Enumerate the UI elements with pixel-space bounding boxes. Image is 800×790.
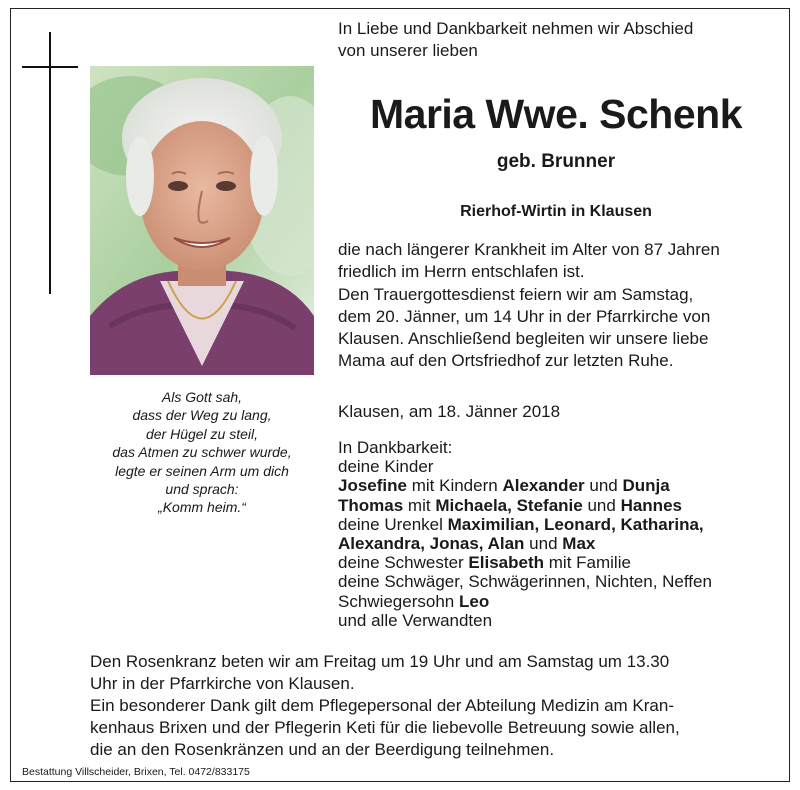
rosary-notice (90, 651, 774, 695)
family-line: In Dankbarkeit: (338, 438, 453, 457)
grandchild-name: Dunja (622, 476, 670, 496)
cross-icon-vertical (49, 32, 51, 294)
grandchild-name: Michaela, Stefanie (435, 495, 583, 515)
family-line (338, 496, 774, 515)
family-line (338, 553, 774, 572)
cross-icon-horizontal (22, 66, 78, 68)
poem-line: und sprach: (165, 481, 239, 498)
connector-text: mit (407, 495, 431, 515)
text-line: Mama auf den Ortsfriedhof zur letzten Ruhe. (338, 351, 674, 370)
text-line: dem 20. Jänner, um 14 Uhr in der Pfarrkirche von (338, 307, 711, 326)
death-notice (338, 239, 774, 283)
great-grandchildren-names: Maximilian, Leonard, Katharina, (447, 514, 704, 534)
text-line: Den Trauergottesdienst feiern wir am Samstag, (338, 285, 694, 304)
relation-label: deine Urenkel (338, 514, 443, 534)
text-line: Den Rosenkranz beten wir am Freitag um 19 Uhr und am Samstag um 13.30 (90, 652, 670, 671)
connector-text: mit Familie (548, 553, 631, 573)
family-line: deine Schwäger, Schwägerinnen, Nichten, Neffen (338, 572, 712, 592)
family-line: deine Kinder (338, 457, 434, 477)
poem-line: Als Gott sah, (161, 389, 243, 405)
text-line: Uhr in der Pfarrkirche von Klausen. (90, 674, 355, 693)
family-line (338, 534, 774, 553)
great-grandchild-name: Max (562, 534, 596, 554)
text-line: die an den Rosenkränzen und an der Beerdigung teilnehmen. (90, 740, 555, 759)
deceased-name: Maria Wwe. Schenk (369, 91, 742, 137)
portrait-photo (90, 66, 314, 375)
text-line: die nach längerer Krankheit im Alter von 87 Jahren (338, 240, 720, 259)
family-line (338, 592, 774, 611)
thanks-notice (90, 695, 774, 761)
text-line: kenhaus Brixen und der Pflegerin Keti für die liebevolle Betreuung sowie allen, (90, 718, 680, 737)
intro-line: In Liebe und Dankbarkeit nehmen wir Abschied (338, 19, 694, 38)
family-line: und alle Verwandten (338, 610, 493, 630)
poem-line: dass der Weg zu lang, (132, 407, 272, 424)
text-line: Klausen. Anschließend begleiten wir unsere liebe (338, 329, 709, 348)
place-date: Klausen, am 18. Jänner 2018 (338, 402, 561, 421)
child-name: Josefine (338, 476, 407, 496)
funeral-home-footer: Bestattung Villscheider, Brixen, Tel. 0472/833175 (22, 766, 250, 778)
connector-text: und (587, 495, 616, 515)
funeral-notice (338, 284, 774, 372)
great-grandchildren-names: Alexandra, Jonas, Alan (338, 534, 525, 554)
relation-label: deine Schwester (338, 553, 464, 573)
role-title: Rierhof-Wirtin in Klausen (460, 203, 652, 220)
family-list (338, 438, 774, 630)
poem (90, 388, 314, 517)
intro-line: von unserer lieben (338, 41, 478, 60)
sister-name: Elisabeth (468, 553, 545, 573)
poem-line: legte er seinen Arm um dich (115, 462, 289, 479)
text-line: friedlich im Herrn entschlafen ist. (338, 262, 585, 281)
family-line (338, 515, 774, 534)
poem-line: das Atmen zu schwer wurde, (112, 444, 292, 461)
grandchild-name: Hannes (620, 495, 682, 515)
intro-text (338, 18, 774, 62)
grandchild-name: Alexander (502, 476, 585, 496)
family-line (338, 476, 774, 495)
child-name: Thomas (338, 495, 404, 515)
connector-text: und (529, 534, 558, 554)
relation-label: Schwiegersohn (338, 591, 455, 611)
connector-text: mit Kindern (411, 476, 498, 496)
son-in-law-name: Leo (458, 591, 490, 611)
poem-line: der Hügel zu steil, (145, 425, 259, 442)
maiden-name: geb. Brunner (496, 151, 616, 172)
poem-line: „Komm heim.“ (158, 499, 246, 516)
connector-text: und (589, 476, 618, 496)
text-line: Ein besonderer Dank gilt dem Pflegepersonal der Abteilung Medizin am Kran- (90, 696, 674, 715)
